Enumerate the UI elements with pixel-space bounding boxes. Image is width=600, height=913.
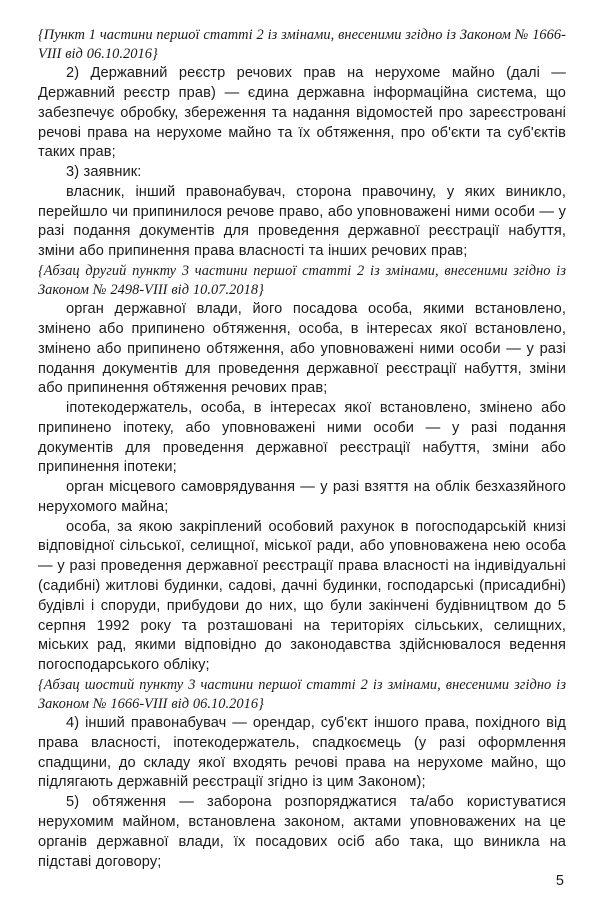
paragraph-state-authority: орган державної влади, його посадова особа, якими встановлено, змінено або припинено обтяження, особа, в інтересах якої встановлено, змінено або припинено обтяження, або уповноважені ними особи — у разі подання документів для проведення державної реєстрації набуття, зміни або припинення обтяження речових прав; <box>38 301 566 397</box>
amendment-note: {Абзац другий пункту 3 частини першої статті 2 із змінами, внесеними згідно із Законом № 2498-VIII від 10.07.2018} <box>38 262 566 299</box>
paragraph-household-book-person: особа, за якою закріплений особовий рахунок в погосподарській книзі відповідної сільської, селищної, міської ради, або уповноважена нею особа — у разі проведення державної реєстрації права власності на індивідуальні (садибні) житлові будинки, садові, дачні будинки, господарські (присадибні) будівлі і споруди, прибудови до них, що були закінчені будівництвом до 5 серпня 1992 року та розташовані на територіях сільських, селищних, міських рад, якими відповідно до законодавства здійснювалося ведення погосподарського обліку; <box>38 518 566 674</box>
paragraph-mortgagee: іпотекодержатель, особа, в інтересах якої встановлено, змінено або припинено іпотеку, або уповноважені ними особи — у разі подання документів для проведення державної реєстрації набуття, зміни або припинення іпотеки; <box>38 400 566 476</box>
paragraph-item-5: 5) обтяження — заборона розпоряджатися та/або користуватися нерухомим майном, встановлена законом, актами уповноважених на це органів державної влади, їх посадових осіб або така, що виникла на підставі договору; <box>38 794 566 870</box>
document-body <box>38 26 566 872</box>
page-number: 5 <box>555 873 564 889</box>
paragraph-applicant-owner: власник, інший правонабувач, сторона правочину, у яких виникло, перейшло чи припинилося речове право, або уповноважені ними особи — у разі подання документів для проведення державної реєстрації набуття, зміни або припинення права власності та інших речових прав; <box>38 183 566 260</box>
paragraph-item-3: 3) заявник: <box>66 164 142 181</box>
paragraph-item-4: 4) інший правонабувач — орендар, суб'єкт іншого права, похідного від права власності, іпотекодержатель, спадкоємець (у разі оформлення спадщини, до складу якої входять речові права на нерухоме майно, що підлягають державній реєстрації згідно із цим Законом); <box>38 715 566 791</box>
amendment-note: {Абзац шостий пункту 3 частини першої статті 2 із змінами, внесеними згідно із Законом № 1666-VIII від 06.10.2016} <box>38 676 566 712</box>
paragraph-local-government: орган місцевого самоврядування — у разі взяття на облік безхазяйного нерухомого майна; <box>38 479 566 515</box>
amendment-note: {Пункт 1 частини першої статті 2 із змінами, внесеними згідно із Законом № 1666-VIII від 06.10.2016} <box>38 27 567 63</box>
paragraph-item-2: 2) Державний реєстр речових прав на нерухоме майно (далі — Державний реєстр прав) — єдина державна інформаційна система, що забезпечує обробку, збереження та надання відомостей про зареєстровані речові права на нерухоме майно та їх обтяження, про об'єкти та суб'єктів таких прав; <box>38 65 566 161</box>
